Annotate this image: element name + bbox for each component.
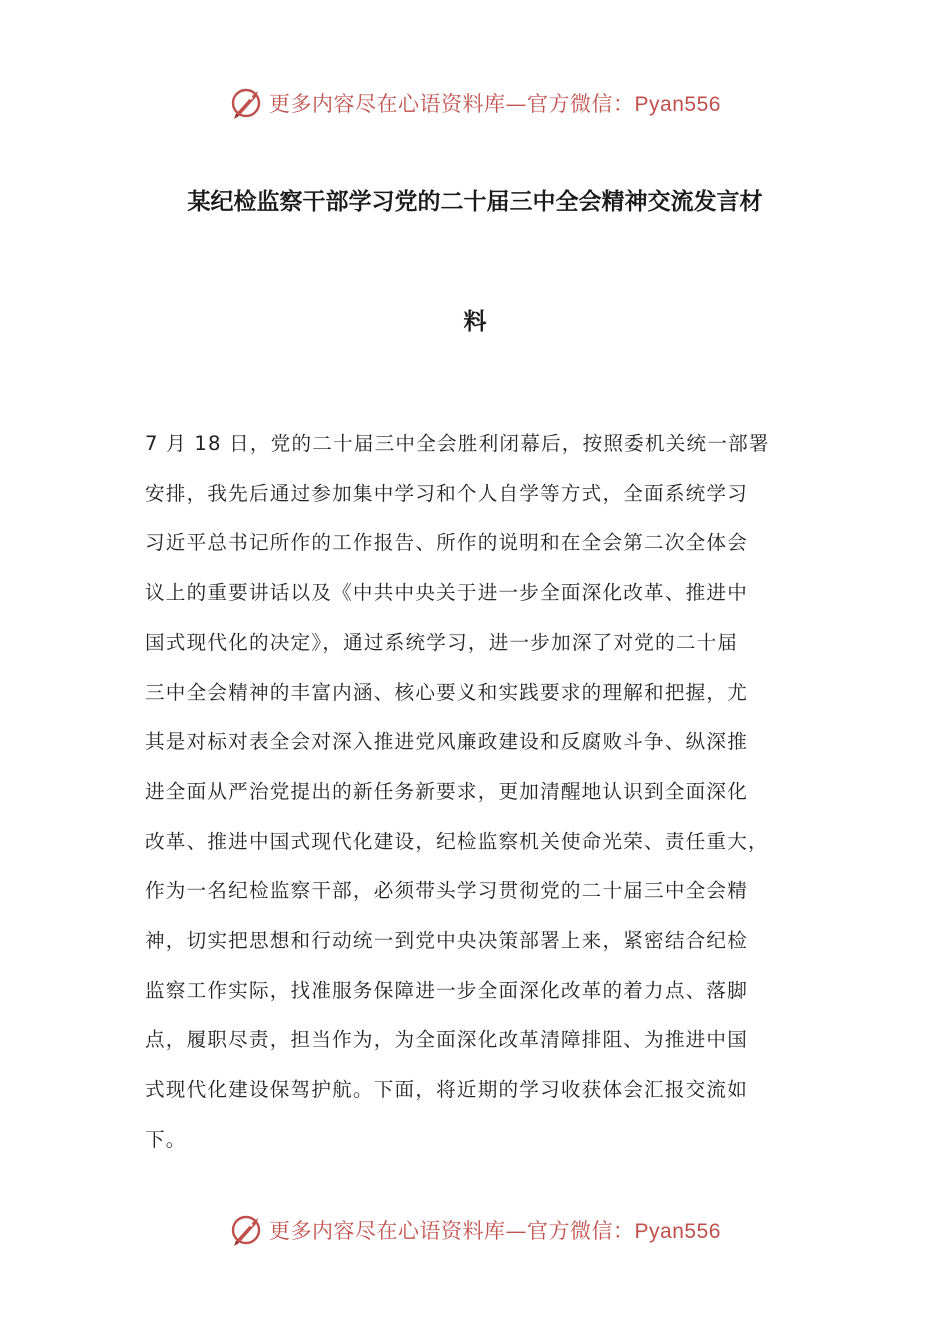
paragraph-line: 7 月 18 日，党的二十届三中全会胜利闭幕后，按照委机关统一部署 bbox=[145, 432, 770, 455]
footer-watermark bbox=[0, 1208, 950, 1252]
paragraph-line: 点，履职尽责，担当作为，为全面深化改革清障排阻、为推进中国 bbox=[145, 1028, 749, 1052]
watermark-text: 更多内容尽在心语资料库—官方微信：Pyan556 bbox=[269, 92, 721, 116]
pen-nib-logo-icon bbox=[229, 1212, 265, 1248]
paragraph-line: 其是对标对表全会对深入推进党风廉政建设和反腐败斗争、纵深推 bbox=[145, 730, 749, 754]
paragraph-line: 议上的重要讲话以及《中共中央关于进一步全面深化改革、推进中 bbox=[145, 581, 749, 605]
paragraph-line: 国式现代化的决定》，通过系统学习，进一步加深了对党的二十届 bbox=[145, 630, 739, 654]
paragraph-line: 监察工作实际，找准服务保障进一步全面深化改革的着力点、落脚 bbox=[145, 978, 749, 1002]
paragraph-line: 三中全会精神的丰富内涵、核心要义和实践要求的理解和把握，尤 bbox=[145, 680, 749, 704]
paragraph-line: 进全面从严治党提出的新任务新要求，更加清醒地认识到全面深化 bbox=[145, 779, 749, 803]
wechat-id: Pyan556 bbox=[634, 1220, 721, 1243]
paragraph-line: 改革、推进中国式现代化建设，纪检监察机关使命光荣、责任重大， bbox=[145, 829, 769, 853]
wechat-id: Pyan556 bbox=[634, 93, 721, 116]
paragraph-line: 式现代化建设保驾护航。下面，将近期的学习收获体会汇报交流如 bbox=[145, 1078, 749, 1102]
document-title-line-1: 某纪检监察干部学习党的二十届三中全会精神交流发言材 bbox=[187, 189, 763, 215]
document-title-line-2: 料 bbox=[463, 309, 487, 335]
body-paragraph bbox=[145, 419, 805, 1165]
header-watermark bbox=[0, 81, 950, 125]
watermark-text: 更多内容尽在心语资料库—官方微信：Pyan556 bbox=[269, 1219, 721, 1243]
paragraph-line: 安排，我先后通过参加集中学习和个人自学等方式，全面系统学习 bbox=[145, 481, 749, 505]
paragraph-line: 作为一名纪检监察干部，必须带头学习贯彻党的二十届三中全会精 bbox=[145, 879, 749, 903]
paragraph-line: 下。 bbox=[145, 1127, 187, 1151]
paragraph-line: 神，切实把思想和行动统一到党中央决策部署上来，紧密结合纪检 bbox=[145, 929, 749, 953]
pen-nib-logo-icon bbox=[229, 85, 265, 121]
paragraph-line: 习近平总书记所作的工作报告、所作的说明和在全会第二次全体会 bbox=[145, 531, 749, 555]
